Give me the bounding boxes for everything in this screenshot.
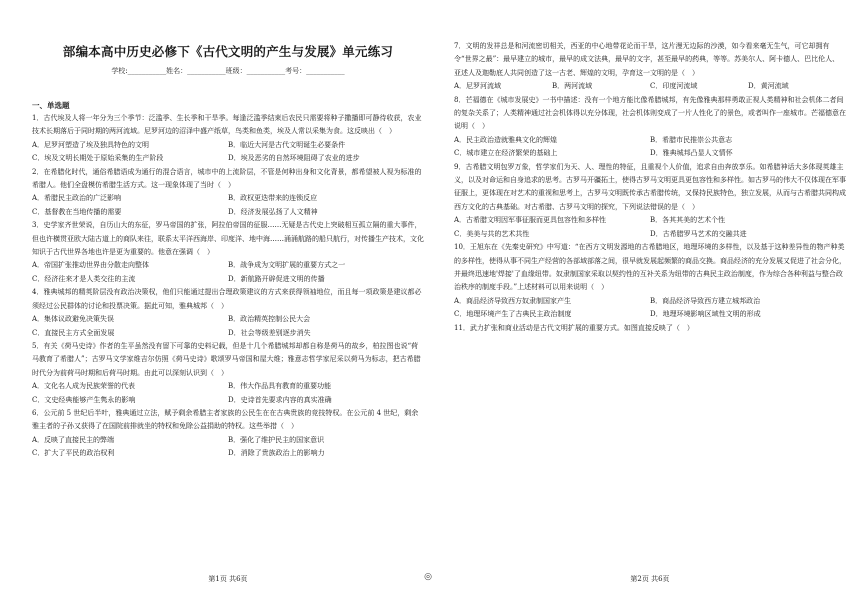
question-item (32, 219, 424, 286)
answer-option[interactable]: A．商品经济导致西方奴隶制国家产生 (454, 296, 572, 305)
answer-option[interactable]: A．古希腊文明因军事征服而更具包容性和多样性 (454, 216, 607, 225)
answer-option[interactable]: B．政治精英控制公民大会 (228, 315, 311, 324)
answer-option[interactable]: C．美美与共的艺术共性 (454, 229, 530, 238)
answer-option[interactable]: C．埃及文明长期处于原始采集的生产阶段 (32, 154, 164, 163)
page-title: 部编本高中历史必修下《古代文明的产生与发展》单元练习 (62, 44, 394, 59)
option-group (32, 192, 424, 219)
answer-option[interactable]: C．印度河流域 (650, 82, 698, 91)
binding-mark-icon: ◎ (424, 572, 432, 582)
option-group (32, 139, 424, 166)
question-item (454, 40, 846, 94)
answer-option[interactable]: D．黄河流域 (748, 82, 789, 91)
answer-option[interactable]: C．直接民主方式全面发展 (32, 328, 115, 337)
question-item (454, 94, 846, 161)
question-stem: 10．王旭东在《先秦史研究》中写道：“在西方文明发源地的古希腊地区，地理环境的多样性，以及基于这种差异性的物产种类的多样性，使得从事不同生产经营的各部域部落之间，很早就发展起频繁的商品交换。商品经济的充分发展又促进了社会分化，并最终迅速地'焊接'了血缘纽带。奴隶制国家采取以契约性的互补关系为纽带的古典民主政治制度，作为综合各种利益与整合政治秩序的制度手段。”上述材料可以用来说明（ ） (454, 243, 846, 292)
answer-option[interactable]: B．两河流域 (552, 82, 593, 91)
answer-option[interactable]: C．扩大了平民的政治权利 (32, 449, 115, 458)
answer-option[interactable]: B．伟大作品具有教育的重要功能 (228, 382, 332, 391)
footer-page-right: 第2页 共6页 (630, 575, 670, 583)
answer-option[interactable]: D．史诗首先要求内容的真实准确 (228, 395, 332, 404)
answer-option[interactable]: C．基督教在当地传播的需要 (32, 207, 122, 216)
answer-option[interactable]: D．经济发展弘扬了人文精神 (228, 207, 318, 216)
question-stem: 6．公元前 5 世纪后半叶，雅典通过立法，赋予剩余希腊主者家族的公民生在在古典贵族的竞技特权。在公元前 4 世纪，剩余雅主者的子孙又获得了在国院前排就坐的特权和免除公益捐助的特权。这些举措（ ） (32, 408, 419, 431)
option-group (454, 295, 846, 322)
question-stem: 2．在希腊化时代，通俗希腊语成为通行的混合语言，城市中的上流阶层，不管是何种出身和文化背景，都希望被人视为标准的希腊人。他们全盘模仿希腊生活方式。这一现象体现了当时（ ） (32, 167, 422, 190)
answer-option[interactable]: C．文史经典能够产生隽永的影响 (32, 395, 136, 404)
footer-page-left: 第1页 共6页 (208, 575, 248, 583)
option-group (32, 434, 424, 461)
answer-option[interactable]: C．城市建立在经济繁荣的基础上 (454, 149, 558, 158)
question-stem: 3．史学家齐世荣说，自历山大的东征，罗马帝国的扩张，阿拉伯帝国的征服……无疑是古代史上突破相互孤立隔的重大事件，但也许横贯亚欧大陆古道上的商队来往，联系太平洋西海岸、印度洋、地中海……涌涌航路的船只航行，对传播生产技术，文化知识于古代世界各地也许是更为重要的。他意在强调（ ） (32, 221, 424, 257)
question-stem: 5．有关《荷马史诗》作者的生平虽然没有留下可靠的史料记载，但是十几个希腊城邦却都自称是荷马的故乡，柏拉图也说“荷马教育了希腊人”；古罗马文学家维吉尔仿照《荷马史诗》歌颂罗马帝国和屋大维；雅意志哲学家尼采以荷马为标志，把古希腊时代分为前荷马时期和后荷马时期。由此可以深刻认识到（ ） (32, 341, 421, 377)
question-item (32, 340, 424, 407)
option-group (32, 259, 424, 286)
option-group (32, 313, 424, 340)
answer-option[interactable]: A．文化名人成为民族荣誉的代表 (32, 382, 136, 391)
answer-option[interactable]: B．希腊市民推崇公共意志 (650, 135, 733, 144)
option-group (454, 214, 846, 241)
question-item (32, 407, 424, 461)
question-stem: 4．雅典城邦的精英阶层没有政治决策权，他们只能通过提出合理政策建议的方式来获得领袖地位，而且每一项政策是建议都必须经过公民群体的讨论和投票决策。据此可知，雅典城邦（ ） (32, 288, 422, 310)
question-stem: 1．古代埃及人将一年分为三个季节：泛滥季、生长季和干旱季。每逢泛滥季结束后农民只需要将种子撒播即可静待收获，农业技术长期落后于同时期的两河流域。尼罗河边的沼泽中盛产纸草，鸟类和鱼类，埃及人常以采集为食。这反映出（ ） (32, 114, 422, 136)
answer-option[interactable]: D．新航路开辟促进文明的传播 (228, 274, 325, 283)
question-item (454, 241, 846, 321)
answer-option[interactable]: A．反映了直接民主的弊端 (32, 435, 115, 444)
answer-option[interactable]: D．地理环境影响区域性文明的形成 (650, 310, 761, 319)
option-group (454, 80, 846, 93)
option-group (32, 380, 424, 407)
answer-option[interactable]: B．战争成为文明扩展的重要方式之一 (228, 261, 346, 270)
answer-option[interactable]: B．商品经济导致西方建立城邦政治 (650, 296, 761, 305)
answer-option[interactable]: A．希腊民主政治的广泛影响 (32, 194, 122, 203)
answer-option[interactable]: B．强化了维护民主的国家意识 (228, 435, 325, 444)
question-stem: 11．武力扩张和商业活动是古代文明扩展的重要方式。如图直接反映了（ ） (454, 323, 694, 332)
answer-option[interactable]: B．临近大河是古代文明诞生必要条件 (228, 140, 346, 149)
answer-option[interactable]: A．尼罗河塑造了埃及独具特色的文明 (32, 140, 150, 149)
answer-option[interactable]: B．政权更迭带来的连锁反应 (228, 194, 318, 203)
answer-option[interactable]: A．民主政治造就雅典文化的辉煌 (454, 135, 558, 144)
question-stem: 8．芒福德在《城市发展史》一书中描述：没有一个地方能比像希腊城邦，有先像雅典那样勇敢正视人类精神和社会机体二者间的复杂关系了；人类精神通过社会机体得以充分体现，社会机体则变成了一片人性化了的景色，或者叫作一座城市。芒福德意在说明（ ） (454, 95, 846, 131)
question-item (32, 112, 424, 166)
answer-option[interactable]: D．消除了贵族政治上的影响力 (228, 449, 325, 458)
answer-option[interactable]: C．地理环境产生了古典民主政治制度 (454, 310, 572, 319)
answer-option[interactable]: D．埃及恶劣的自然环境阻碍了农业的进步 (228, 154, 360, 163)
question-stem: 9．古希腊文明包罗万象，哲学家们为天、人、理性的特征，且重视个人价值，追求自由奔放享乐。如希腊神话大多体现英雄主义，以及对命运和自身追求的思考。古罗马开疆拓土，使得古罗马文明更具更包容性和多样性。如古罗马的伟大不仅体现在军事征服上，更体现在对艺术的重视和思考上，古罗马文明既传承古希腊传统，又保持民族特色，独立发展，从而与古希腊共同构成西方文化的古典基础。对古希腊、古罗马文明的探究，下列说法错误的是（ ） (454, 162, 846, 211)
answer-option[interactable]: C．经济往来才是人类交往的主流 (32, 274, 136, 283)
question-item (454, 322, 846, 335)
student-info-line: 学校:___________姓名：___________班级：___________考号：___________ (111, 67, 345, 75)
answer-option[interactable]: A．尼罗河流域 (454, 82, 502, 91)
question-stem: 7．文明的发祥总是和河流密切相关，西亚的中心地带花论而干旱，这片漫无边际的沙漠，如今看来毫无生气，可它却拥有令“世界之最”：最早建立的城市，最早的成文法典，最早的文字，甚至最早的药典，等等。苏美尔人、阿卡德人、巴比伦人、亚述人及迦勒底人共同创造了这一古老、辉煌的文明，孕育这一文明的是（ ） (454, 42, 840, 77)
option-group (454, 134, 846, 161)
answer-option[interactable]: D．社会等级差别逐步消失 (228, 328, 311, 337)
answer-option[interactable]: B．各其其美的艺术个性 (650, 216, 726, 225)
question-item (32, 286, 424, 340)
answer-option[interactable]: A．帝国扩张推动世界由分散走向整体 (32, 261, 150, 270)
question-item (454, 161, 846, 241)
answer-option[interactable]: A．集体议政避免决策失误 (32, 315, 115, 324)
answer-option[interactable]: D．古希腊罗马艺术的交融共进 (650, 229, 747, 238)
question-item (32, 166, 424, 220)
answer-option[interactable]: D．雅典城邦凸显人文情怀 (650, 149, 733, 158)
section-label: 一、单选题 (32, 101, 70, 110)
left-question-list (32, 112, 424, 461)
right-question-list (454, 40, 846, 335)
